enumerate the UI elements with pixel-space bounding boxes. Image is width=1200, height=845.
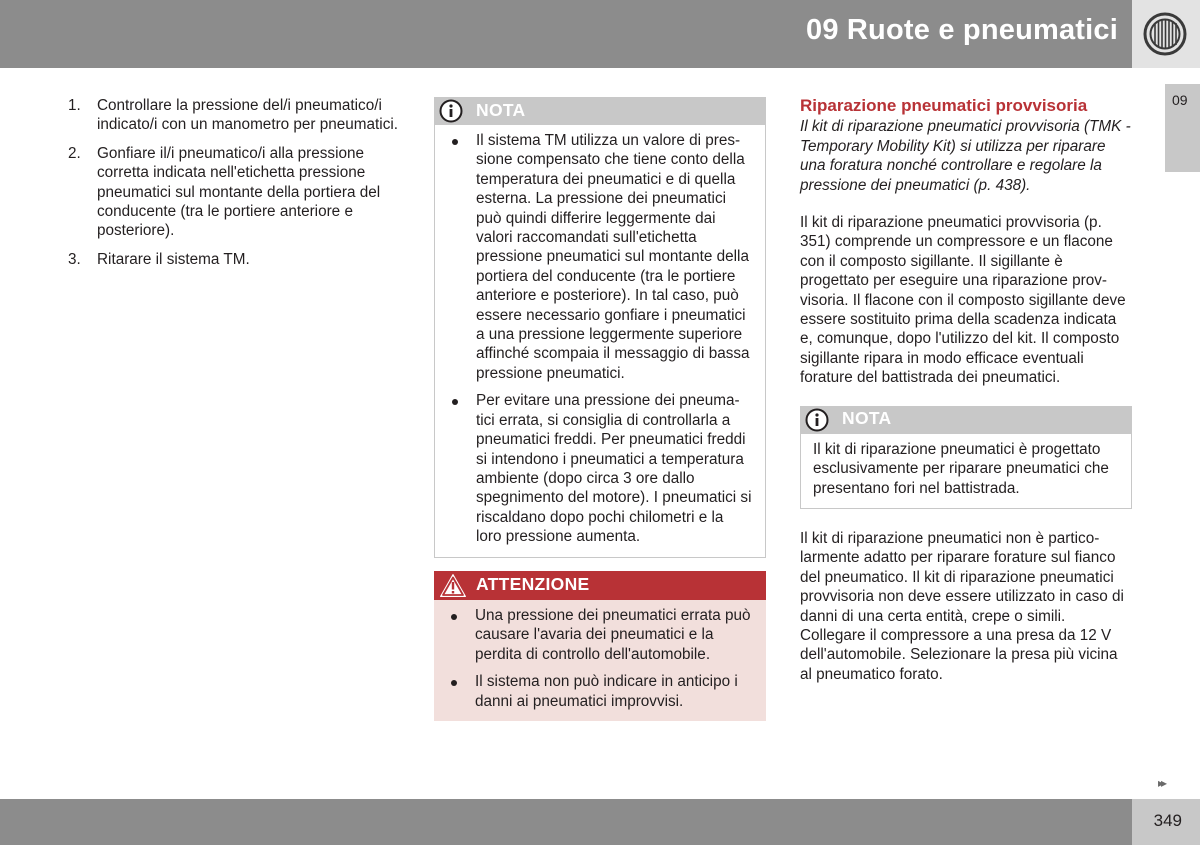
bullet-icon [452, 139, 458, 145]
next-page-icon: ▸▸ [1158, 776, 1165, 790]
note-body [800, 434, 1132, 509]
warning-label: ATTENZIONE [476, 574, 590, 594]
warning-triangle-icon [439, 573, 467, 598]
page-header [0, 0, 1132, 68]
bullet-icon [451, 614, 457, 620]
step-number: 3. [68, 250, 81, 268]
list-item [68, 250, 404, 269]
note-box [800, 406, 1132, 509]
step-text: Controllare la pressione del/i pneumatico/i indicato/i con un manometro per pneumatici. [97, 97, 399, 134]
bullet-icon [452, 399, 458, 405]
warning-box [434, 571, 766, 721]
step-number: 1. [68, 97, 81, 114]
repair-column [800, 96, 1132, 702]
note-body [434, 125, 766, 558]
note-text: Il kit di riparazione pneumatici è progettato esclusivamente per riparare pneumatici che presentano fori nel battistrada. [813, 440, 1109, 497]
section-heading: Riparazione pneumatici provvisoria [800, 96, 1088, 115]
note-text: Il sistema TM utilizza un valore di pressione compensato che tiene conto della temperatura dei pneumatici e di quella esterna. La pressione dei pneumatici può quindi differire leggermente dai valori raccomandati sull'etichetta pressione pneumatici sul montante della portiera del conducente (tra le portiere anteriore e posteriore). In tal caso, può essere necessario gonfiare i pneumatici a una pressione leggermente superiore affinché scompaia il messaggio di bassa pressione pneumatici. [476, 132, 750, 382]
note-label: NOTA [476, 100, 526, 120]
page-number: 349 [1153, 811, 1182, 830]
tire-icon [1142, 11, 1188, 57]
bullet-icon [451, 680, 457, 686]
list-item [68, 96, 404, 135]
note-header [434, 97, 766, 125]
step-text: Ritarare il sistema TM. [97, 250, 250, 268]
list-item [68, 144, 404, 241]
list-item [446, 606, 754, 664]
page-number-box [1132, 799, 1200, 845]
list-item [447, 391, 753, 546]
info-icon [805, 408, 829, 432]
step-text: Gonfiare il/i pneumatico/i alla pressione corretta indicata nell'etichetta pressione pneumatici sul montante della portiera del conducente (tra le portiere anteriore e posteriore). [97, 144, 381, 240]
note-text: Per evitare una pressione dei pneumatici errata, si consiglia di controllarla a pneumatici freddi. Per pneumatici freddi si intendono i pneumatici a temperatura ambiente (dopo circa 3 ore dallo spegnimento del motore). I pneumatici si riscaldano dopo pochi chilometri e la loro pressione aumenta. [476, 392, 752, 546]
list-item [446, 672, 754, 711]
warning-text: Una pressione dei pneumatici errata può causare l'avaria dei pneumatici e la perdita di controllo dell'automobile. [475, 607, 751, 663]
info-icon [439, 99, 463, 123]
steps-column [68, 96, 404, 278]
list-item [447, 131, 753, 383]
note-label: NOTA [842, 407, 892, 428]
steps-list [68, 96, 404, 269]
chapter-title: 09 Ruote e pneumatici [806, 14, 1118, 46]
warning-header [434, 571, 766, 600]
section-intro: Il kit di riparazione pneumatici provvisoria (TMK - Temporary Mobility Kit) si utilizza per riparare una foratura nonché controllare e regolare la pressione dei pneumatici (p. 438). [800, 118, 1131, 194]
paragraph: Il kit di riparazione pneumatici non è particolarmente adatto per riparare forature sul fianco del pneumatico. Il kit di riparazione pneumatici provvisoria non deve essere utilizzato in caso di danni di una certa entità, crepe o simili. Collegare il compressore a una presa da 12 V dell'automobile. Selezionare la presa più vicina al pneumatico forato. [800, 529, 1124, 683]
chapter-icon-box [1132, 0, 1200, 68]
page-footer [0, 799, 1132, 845]
note-header [800, 406, 1132, 434]
chapter-tab[interactable] [1165, 84, 1200, 172]
warning-text: Il sistema non può indicare in anticipo i danni ai pneumatici improvvisi. [475, 673, 738, 710]
paragraph: Il kit di riparazione pneumatici provvisoria (p. 351) comprende un compressore e un flacone con il composto sigillante. Il sigillante è progettato per eseguire una riparazione provvisoria. Il flacone con il composto sigillante deve essere sostituito prima della scadenza indicata e, comunque, dopo l'utilizzo del kit. Il composto sigillante ripara in modo efficace eventuali forature del battistrada dei pneumatici. [800, 214, 1126, 387]
warning-body [434, 600, 766, 721]
note-box [434, 97, 766, 558]
chapter-tab-label: 09 [1172, 92, 1188, 108]
step-number: 2. [68, 144, 81, 162]
